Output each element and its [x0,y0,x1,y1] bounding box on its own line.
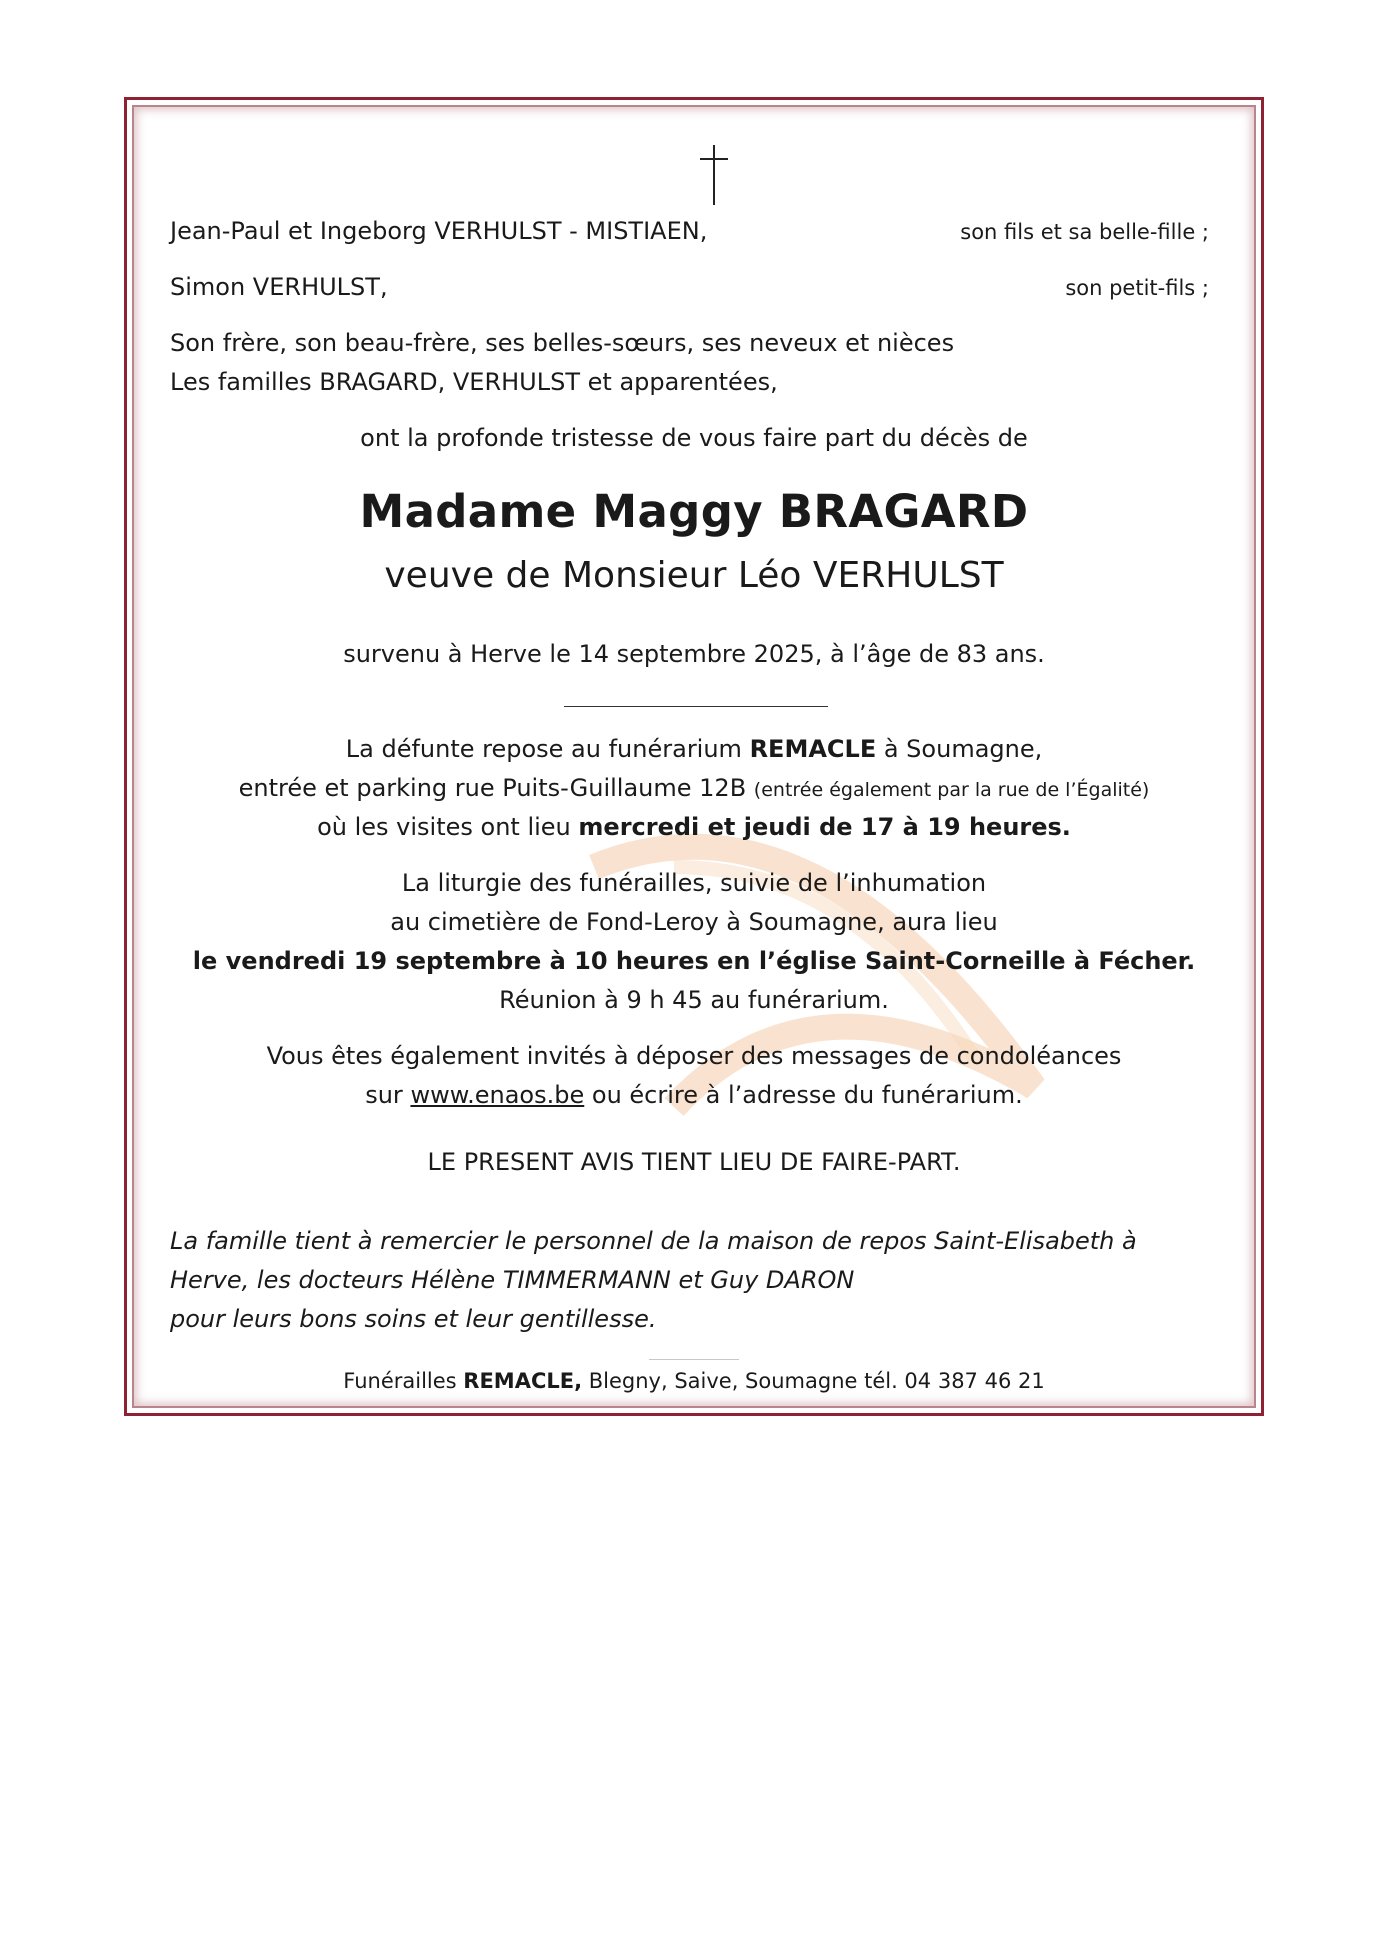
address-text: entrée et parking rue Puits-Guillaume 12B [238,774,754,802]
funeral-line-3: le vendredi 19 septembre à 10 heures en l’église Saint-Corneille à Fécher. [192,947,1196,975]
footer-text: Funérailles [343,1369,464,1393]
condolences-text-end: ou écrire à l’adresse du funérarium. [584,1081,1023,1109]
thanks-line-2: Herve, les docteurs Hélène TIMMERMANN et Guy DARON [170,1266,855,1294]
funeral-line-4: Réunion à 9 h 45 au funérarium. [499,986,889,1014]
deceased-name: Madame Maggy BRAGARD [359,485,1029,538]
notice-inner-border [132,105,1256,1408]
visit-hours: mercredi et jeudi de 17 à 19 heures. [578,813,1071,841]
footer-separator [649,1359,739,1360]
visitation-line-1 [134,735,1254,763]
grandson-relation: son petit-fils ; [1065,276,1209,300]
intro-line: ont la profonde tristesse de vous faire part du décès de [360,424,1028,452]
visits-text: où les visites ont lieu [317,813,579,841]
notice-frame [124,97,1264,1416]
enaos-link[interactable]: www.enaos.be [410,1081,585,1109]
notice-line: LE PRESENT AVIS TIENT LIEU DE FAIRE-PART. [427,1148,961,1176]
footer-company: REMACLE, [463,1369,583,1393]
notice-content [134,107,1254,1406]
son-relation: son fils et sa belle-fille ; [960,220,1209,244]
families-line: Les familles BRAGARD, VERHULST et apparentées, [170,368,778,396]
visitation-text-end: à Soumagne, [876,735,1043,763]
thanks-line-3: pour leurs bons soins et leur gentillesse. [170,1305,657,1333]
separator-line [564,706,828,707]
widow-of-line: veuve de Monsieur Léo VERHULST [384,555,1004,596]
siblings-line: Son frère, son beau-frère, ses belles-sœurs, ses neveux et nièces [170,329,955,357]
son-name: Jean-Paul et Ingeborg VERHULST - MISTIAEN, [170,217,708,245]
funeral-line-2: au cimetière de Fond-Leroy à Soumagne, aura lieu [390,908,998,936]
condolences-text: sur [365,1081,411,1109]
visitation-line-3 [134,813,1254,841]
footer-line [134,1369,1254,1393]
footer-contact: Blegny, Saive, Soumagne tél. 04 387 46 21 [582,1369,1045,1393]
grandson-name: Simon VERHULST, [170,273,388,301]
thanks-line-1: La famille tient à remercier le personnel de la maison de repos Saint-Elisabeth à [170,1227,1137,1255]
visitation-line-2 [134,774,1254,802]
funeral-home-name: REMACLE [749,735,877,763]
visitation-text: La défunte repose au funérarium [345,735,750,763]
condolences-line-2 [134,1081,1254,1109]
cross-icon [696,143,732,207]
death-info: survenu à Herve le 14 septembre 2025, à l’âge de 83 ans. [343,640,1045,668]
funeral-line-1: La liturgie des funérailles, suivie de l’inhumation [401,869,987,897]
address-note: (entrée également par la rue de l’Égalité) [753,779,1150,801]
condolences-line-1: Vous êtes également invités à déposer des messages de condoléances [266,1042,1122,1070]
